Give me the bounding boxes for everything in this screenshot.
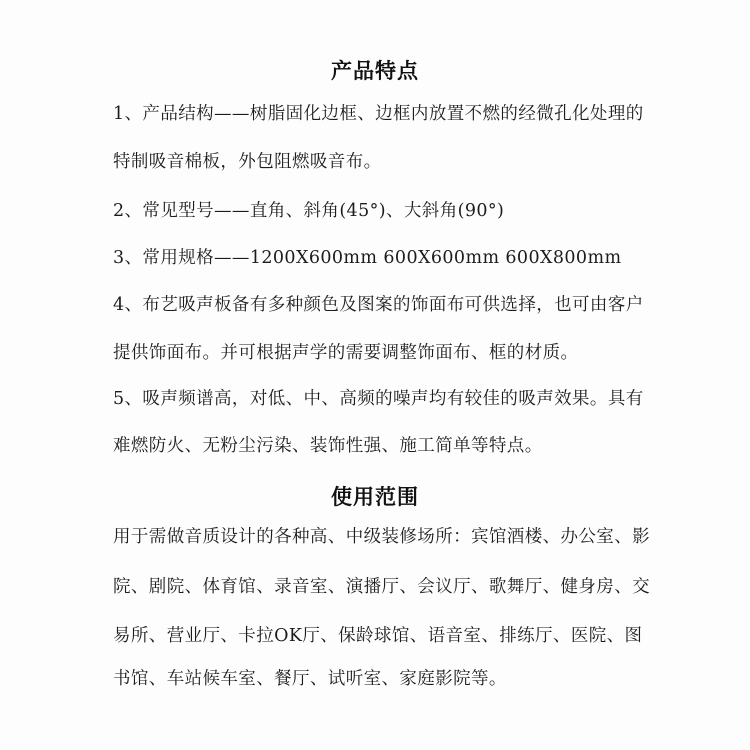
section-title-usage-scope: 使用范围 xyxy=(331,485,419,509)
feature-line: 4、布艺吸声板备有多种颜色及图案的饰面布可供选择，也可由客户 xyxy=(113,295,644,315)
usage-line: 书馆、车站候车室、餐厅、试听室、家庭影院等。 xyxy=(113,669,507,689)
feature-line: 1、产品结构——树脂固化边框、边框内放置不燃的经微孔化处理的 xyxy=(113,104,644,124)
usage-line: 院、剧院、体育馆、录音室、演播厅、会议厅、歌舞厅、健身房、交 xyxy=(113,577,650,597)
feature-line: 特制吸音棉板，外包阻燃吸音布。 xyxy=(113,152,382,172)
usage-line: 用于需做音质设计的各种高、中级装修场所：宾馆酒楼、办公室、影 xyxy=(113,527,650,547)
usage-line: 易所、营业厅、卡拉OK厅、保龄球馆、语音室、排练厅、医院、图 xyxy=(113,626,643,646)
section-title-product-features: 产品特点 xyxy=(331,59,419,83)
feature-line: 难燃防火、无粉尘污染、装饰性强、施工简单等特点。 xyxy=(113,436,543,456)
feature-line: 2、常见型号——直角、斜角(45°)、大斜角(90°) xyxy=(113,201,505,221)
feature-line: 5、吸声频谱高，对低、中、高频的噪声均有较佳的吸声效果。具有 xyxy=(113,389,644,409)
feature-line: 提供饰面布。并可根据声学的需要调整饰面布、框的材质。 xyxy=(113,343,579,363)
feature-line: 3、常用规格——1200X600mm 600X600mm 600X800mm xyxy=(113,248,622,268)
